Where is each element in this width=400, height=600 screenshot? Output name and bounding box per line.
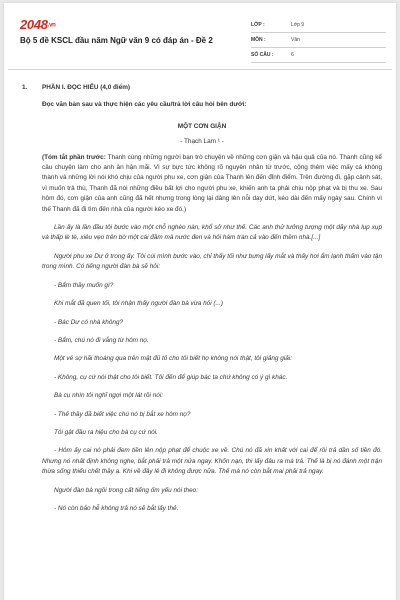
meta-row-subject	[251, 33, 386, 48]
story-title: MỘT CƠN GIẬN	[177, 122, 227, 130]
story-paragraph: Người phu xe Dư ở trong ấy. Tôi cúi mình bước vào, chỉ thấy tối như bưng lấy mắt và thấy hơi ẩm lạnh thấm vào tận trong mình. Có tiếng người đàn bà sẽ hỏi:	[42, 252, 382, 271]
summary-text: Thanh cùng những người bạn trò chuyện về những cơn giận và hậu quả của nó. Thanh cũng kể câu chuyện làm cho anh ân hận mãi. Vì sự bực tức không rõ nguyên nhân từ trước, cộng thêm việc mấy cá không thành và những lời nói khó chịu của người phu xe, cơn giận của Thanh lên đến đỉnh điểm. Trên đường đi, gặp cảnh sát, vì muốn trả thù, Thanh đã nói những điều bất lợi cho người phu xe, khiến anh ta phải chịu nộp phạt và bị thu xe. Sau hôm đó, cơn giận của anh cũng đã hết nhưng trong lòng lại dâng lên nỗi day dứt, kéo dài đến mấy ngày sau. Chính vì thế Thanh đã đi tìm đến nhà của người kéo xe đó.)	[42, 153, 382, 213]
document-page	[4, 3, 396, 600]
story-paragraph: Khi mắt đã quen tối, tôi nhận thấy người đàn bà vừa hỏi (...)	[54, 300, 223, 308]
meta-value: Lớp 9	[291, 22, 305, 28]
meta-key: SỐ CÂU :	[251, 52, 274, 58]
story-paragraph: Một vẻ sợ hãi thoáng qua trên mặt đủ tỏ cho tôi biết họ không nói thật, tôi giảng giải:	[54, 355, 292, 363]
header-divider	[8, 69, 392, 70]
summary-paragraph	[42, 153, 382, 215]
story-paragraph: Bà cụ nhìn tôi nghĩ ngợi một lát rồi nói:	[54, 392, 164, 400]
meta-key: LỚP :	[251, 22, 265, 28]
dialogue-line: - Thế thầy đã biết việc chú nó bị bắt xe hôm nọ?	[54, 410, 191, 418]
section-title: PHẦN I. ĐỌC HIỂU (4,0 điểm)	[42, 84, 131, 91]
story-paragraph: Tôi gật đầu ra hiệu cho bà cụ cứ nói.	[54, 428, 158, 436]
meta-row-grade	[251, 18, 386, 33]
dialogue-line: - Nó còn bảo hễ không trả nó sẽ bắt lấy thẻ.	[54, 504, 179, 512]
meta-row-question-count	[251, 48, 386, 63]
dialogue-line: - Bác Dư có nhà không?	[54, 318, 124, 326]
story-paragraph: Người đàn bà ngồi trong cất tiếng ốm yếu nói theo:	[54, 486, 198, 494]
meta-key: MÔN :	[251, 37, 266, 43]
logo-suffix: .vn	[47, 22, 56, 29]
dialogue-line: - Bẩm thầy muốn gì?	[54, 281, 114, 289]
document-body	[22, 83, 382, 514]
logo-brand: 2048	[20, 17, 48, 32]
story-paragraph: Lần ấy là lần đầu tôi bước vào một chỗ nghèo nàn, khổ sở như thế. Các anh thử tưởng tượng một dãy nhà lụp xụp và thấp lè tè, xiêu vẹo trên bờ một cái đầm mà nước đen và hôi hám tràn cả vào đến thềm nhà.[...]	[42, 224, 382, 242]
dialogue-line: - Bẩm, chú nó đi vắng từ hôm nọ.	[54, 336, 149, 344]
document-header	[4, 3, 396, 61]
summary-label: (Tóm tắt phần trước:	[42, 153, 106, 161]
dialogue-line: - Không, cụ cứ nói thật cho tôi biết. Tôi đến để giúp bác ta chứ không có ý gì khác.	[54, 373, 288, 381]
dialogue-line: - Hôm ấy cai nó phải đem tiền lên nộp phạt để chuộc xe về. Chú nó đã xin khất với cai để rồi trả dần số tiền đó. Nhưng nó nhất định không nghe, bắt phải trả một nửa ngay. Khốn nạn, thì lấy đâu ra mà trả. Thế là bị nó đánh một trận thừa sống thiếu chết thầy ạ. Khi về đây lê đi không được nữa. Thế mà nó còn bắt mai phải trả ngay.	[42, 447, 382, 476]
meta-value: Văn	[291, 37, 300, 43]
document-title: Bộ 5 đề KSCL đầu năm Ngữ văn 9 có đáp án - Đề 2	[20, 36, 213, 45]
meta-table	[251, 18, 386, 63]
site-logo[interactable]	[20, 17, 56, 32]
section-number: 1.	[22, 84, 28, 91]
meta-value: 6	[291, 52, 294, 58]
instruction: Đọc văn bản sau và thực hiện các yêu cầu/trả lời câu hỏi bên dưới:	[42, 101, 247, 109]
story-author: - Thạch Lam ¹ -	[180, 138, 224, 146]
section-heading	[22, 83, 382, 93]
